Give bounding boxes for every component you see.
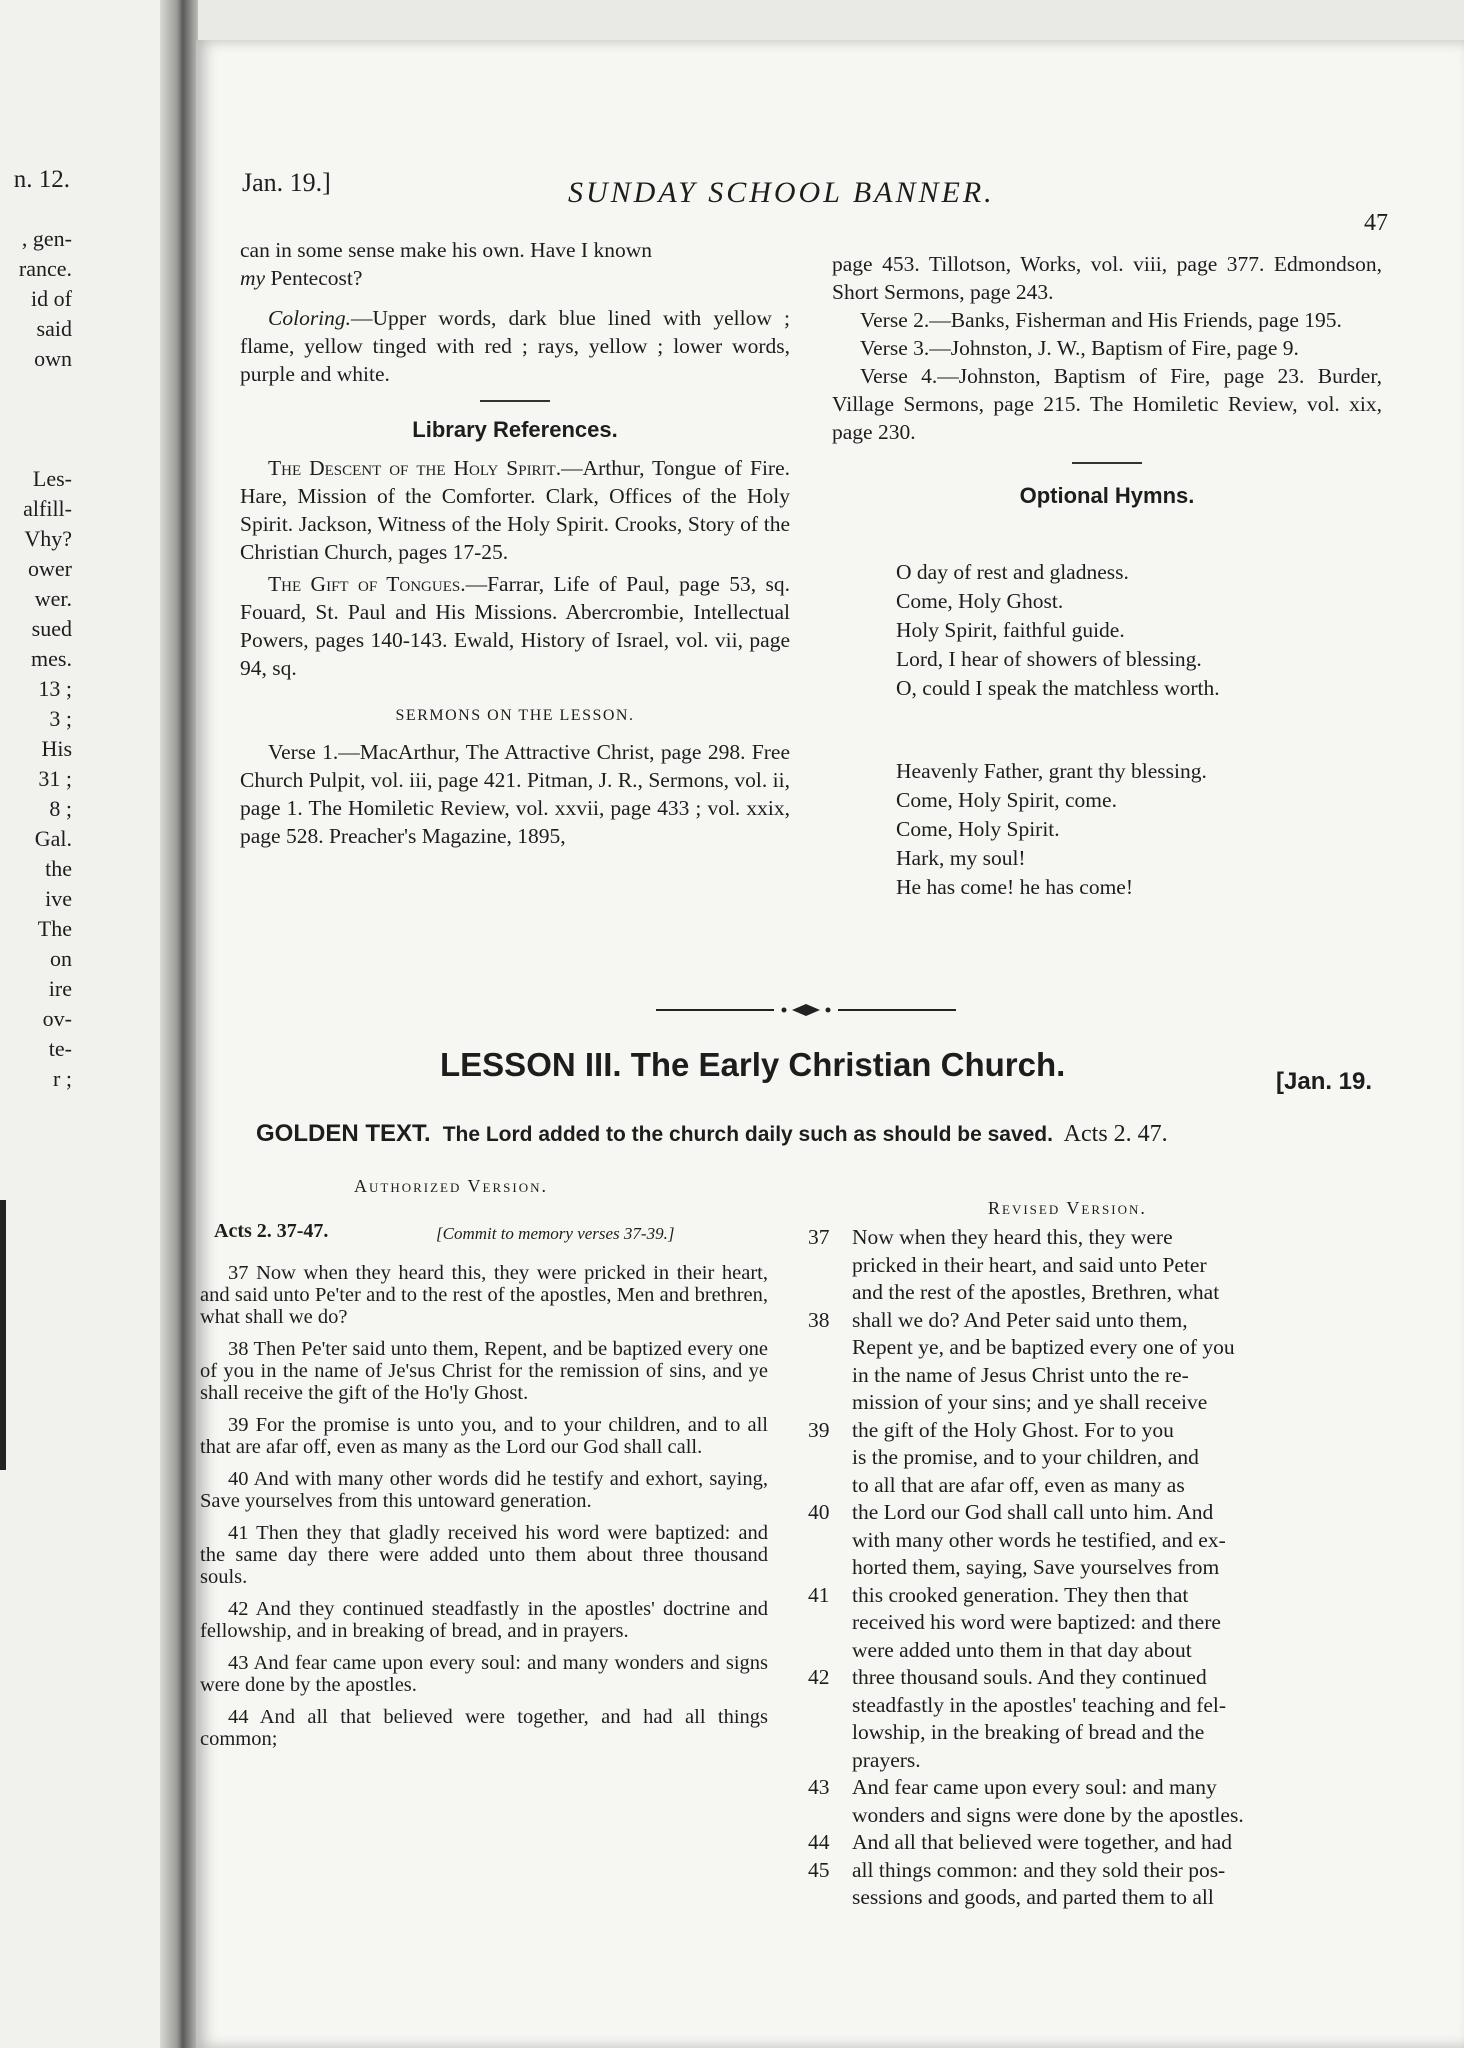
verse-number: 42 (808, 1665, 830, 1689)
revised-line (808, 1444, 1404, 1472)
paragraph: Verse 3.—Johnston, J. W., Baptism of Fire, page 9. (860, 336, 1299, 360)
coloring-paragraph: Coloring.—Upper words, dark blue lined with yellow ; flame, yellow tinged with red ; rays, yellow ; lower words, purple and white. (240, 306, 790, 386)
hymn-title: Come, Holy Spirit. (896, 817, 1060, 841)
revised-line (808, 1802, 1404, 1830)
revised-line (808, 1499, 1404, 1527)
page-number: 47 (1364, 210, 1388, 236)
paragraph: Verse 2.—Banks, Fisherman and His Friends, page 195. (860, 308, 1342, 332)
revised-line-text: all things common: and they sold their pos- (852, 1857, 1226, 1882)
revised-line-text: this crooked generation. They then that (852, 1582, 1189, 1607)
right-column (832, 250, 1382, 902)
paragraph: page 453. Tillotson, Works, vol. viii, page 377. Edmondson, Short Sermons, page 243. (832, 252, 1382, 304)
hymn-title: Come, Holy Spirit, come. (896, 788, 1117, 812)
verse-number: 44 (808, 1830, 830, 1854)
lesson-date: [Jan. 19. (1276, 1068, 1373, 1095)
revised-line-text: Repent ye, and be baptized every one of you (852, 1335, 1235, 1359)
paragraph: can in some sense make his own. Have I known my Pentecost? (240, 238, 652, 290)
passage-reference: Acts 2. 37-47. (214, 1220, 329, 1242)
paragraph: Verse 4.—Johnston, Baptism of Fire, page 23. Burder, Village Sermons, page 215. The Homiletic Review, vol. xix, page 230. (832, 364, 1382, 444)
left-page-fragment: alfill- (23, 496, 72, 521)
revised-line (808, 1609, 1404, 1637)
verse-number: 38 (808, 1307, 830, 1332)
verse-number: 43 (808, 1775, 830, 1799)
revised-line (808, 1719, 1404, 1747)
revised-line-text: received his word were baptized: and there (852, 1610, 1221, 1634)
revised-line-text: lowship, in the breaking of bread and the (852, 1720, 1205, 1744)
revised-line (808, 1829, 1404, 1857)
left-page-fragment: own (34, 346, 72, 371)
divider (480, 400, 550, 402)
header-title: SUNDAY SCHOOL BANNER. (568, 176, 995, 209)
revised-line (808, 1637, 1404, 1665)
revised-line (808, 1417, 1404, 1445)
reference: The Descent of the Holy Spirit.—Arthur, Tongue of Fire. Hare, Mission of the Comforter. Clark, Offices of the Holy Spirit. Jackson, Witness of the Holy Spirit. Crooks, Story of the Christian Church, pages 17-25. (240, 456, 791, 564)
authorized-version-title: Authorized Version. (354, 1176, 548, 1196)
revised-line-text: And all that believed were together, and had (852, 1830, 1233, 1854)
left-page-fragment: ov- (42, 1006, 72, 1031)
left-page-fragment: 3 ; (49, 706, 72, 731)
verse-number: 41 (808, 1582, 830, 1607)
revised-line (808, 1857, 1404, 1885)
left-page-fragment: His (41, 736, 72, 761)
revised-line (808, 1554, 1404, 1582)
hymn-title: He has come! he has come! (896, 875, 1133, 899)
revised-line-text: three thousand souls. And they continued (852, 1665, 1207, 1689)
revised-line (808, 1884, 1404, 1912)
revised-line (808, 1224, 1404, 1252)
golden-text-verse: The Lord added to the church daily such as should be saved. (442, 1123, 1053, 1146)
left-page-fragment: 8 ; (49, 796, 72, 821)
hymn-title: Lord, I hear of showers of blessing. (896, 647, 1202, 671)
verse-number: 40 (808, 1500, 830, 1524)
verse-number: 37 (808, 1225, 830, 1249)
authorized-verse: 42 And they continued steadfastly in the apostles' doctrine and fellowship, and in breaking of bread, and in prayers. (200, 1598, 768, 1642)
golden-text-label: GOLDEN TEXT. (256, 1120, 431, 1147)
reference: The Gift of Tongues.—Farrar, Life of Paul, page 53, sq. Fouard, St. Paul and His Missions. Abercrombie, Intellectual Powers, pages 140-143. Ewald, History of Israel, vol. vii, page 94, sq. (240, 572, 790, 680)
revised-line (808, 1664, 1404, 1692)
left-page-fragment: The (37, 916, 72, 941)
left-page-strip (0, 0, 178, 2048)
revised-line-text: And fear came upon every soul: and many (852, 1775, 1217, 1799)
revised-line-text: to all that are afar off, even as many as (852, 1472, 1185, 1497)
left-page-fragment: said (36, 316, 72, 341)
authorized-verse: 38 Then Pe'ter said unto them, Repent, and be baptized every one of you in the name of Je'sus Christ for the remission of sins, and ye shall receive the gift of the Ho'ly Ghost. (200, 1338, 768, 1404)
revised-line-text: Now when they heard this, they were (852, 1225, 1173, 1249)
left-page-fragment: Vhy? (24, 526, 72, 551)
left-page-fragment: on (50, 946, 72, 971)
golden-text (256, 1120, 1168, 1148)
optional-hymns-heading: Optional Hymns. (1019, 483, 1195, 508)
authorized-verse: 41 Then they that gladly received his word were baptized: and the same day there were added unto them about three thousand souls. (200, 1522, 768, 1588)
revised-line (808, 1692, 1404, 1720)
revised-line-text: were added unto them in that day about (852, 1637, 1192, 1662)
divider (1072, 462, 1142, 464)
left-page-fragment: rance. (18, 256, 72, 281)
revised-line (808, 1307, 1404, 1335)
revised-line (808, 1527, 1404, 1555)
left-page-fragment: ire (48, 976, 72, 1001)
page (196, 40, 1464, 2048)
authorized-verse: 39 For the promise is unto you, and to your children, and to all that are afar off, even as many as the Lord our God shall call. (200, 1414, 768, 1458)
left-column (240, 236, 790, 850)
left-page-fragment: r ; (53, 1066, 72, 1091)
hymn-list (896, 558, 1382, 703)
sermons-heading: SERMONS ON THE LESSON. (395, 707, 635, 724)
revised-line (808, 1252, 1404, 1280)
left-page-fragment: ive (45, 886, 72, 911)
hymn-list (896, 757, 1382, 902)
library-references-heading: Library References. (412, 417, 618, 442)
memory-note: [Commit to memory verses 37-39.] (436, 1224, 675, 1243)
verse-number: 39 (808, 1417, 830, 1442)
revised-line-text: sessions and goods, and parted them to all (852, 1885, 1214, 1909)
revised-line-text: shall we do? And Peter said unto them, (852, 1307, 1188, 1332)
left-page-fragment: , gen- (21, 226, 72, 251)
revised-version-title: Revised Version. (988, 1198, 1147, 1218)
revised-line-text: pricked in their heart, and said unto Peter (852, 1252, 1207, 1277)
revised-line-text: the gift of the Holy Ghost. For to you (852, 1417, 1174, 1442)
hymn-title: O, could I speak the matchless worth. (896, 676, 1220, 700)
authorized-version-text (200, 1262, 768, 1760)
revised-line-text: mission of your sins; and ye shall receive (852, 1390, 1208, 1414)
verse-number: 45 (808, 1857, 830, 1882)
revised-line-text: the Lord our God shall call unto him. And (852, 1500, 1214, 1524)
left-page-fragment: mes. (31, 646, 72, 671)
book-gutter (160, 0, 198, 2048)
revised-line-text: with many other words he testified, and ex- (852, 1527, 1226, 1552)
left-page-fragment: 13 ; (38, 676, 72, 701)
revised-line (808, 1389, 1404, 1417)
revised-line-text: wonders and signs were done by the apostles. (852, 1802, 1244, 1827)
left-page-fragment: sued (31, 616, 72, 641)
revised-line (808, 1747, 1404, 1775)
hymn-title: Holy Spirit, faithful guide. (896, 618, 1125, 642)
left-page-fragment: id of (31, 286, 72, 311)
revised-line (808, 1279, 1404, 1307)
revised-line-text: horted them, saying, Save yourselves from (852, 1555, 1220, 1579)
golden-text-ref: Acts 2. 47. (1063, 1121, 1168, 1147)
revised-line-text: prayers. (852, 1747, 921, 1772)
revised-version-text (808, 1224, 1404, 1912)
authorized-verse: 40 And with many other words did he testify and exhort, saying, Save yourselves from this untoward generation. (200, 1468, 768, 1512)
revised-line (808, 1472, 1404, 1500)
left-page-fragment: wer. (34, 586, 72, 611)
authorized-verse: 37 Now when they heard this, they were pricked in their heart, and said unto Pe'ter and to the rest of the apostles, Men and brethren, what shall we do? (200, 1262, 768, 1328)
left-page-fragment: te- (48, 1036, 72, 1061)
sermons-paragraph: Verse 1.—MacArthur, The Attractive Christ, page 298. Free Church Pulpit, vol. iii, page 421. Pitman, J. R., Sermons, vol. ii, page 1. The Homiletic Review, vol. xxvii, page 433 ; vol. xxix, page 528. Preacher's Magazine, 1895, (240, 740, 790, 848)
left-page-fragment: ower (28, 556, 72, 581)
lesson-title: LESSON III. The Early Christian Church. (440, 1046, 1066, 1083)
revised-line-text: steadfastly in the apostles' teaching and fel- (852, 1692, 1227, 1717)
revised-line (808, 1774, 1404, 1802)
hymn-title: O day of rest and gladness. (896, 560, 1129, 584)
header-date: Jan. 19.] (242, 168, 331, 197)
left-page-number: n. 12. (13, 166, 70, 193)
revised-line (808, 1362, 1404, 1390)
revised-line-text: is the promise, and to your children, and (852, 1445, 1199, 1469)
left-page-fragment: the (45, 856, 72, 881)
left-page-fragment: Gal. (34, 826, 72, 851)
revised-line (808, 1582, 1404, 1610)
hymn-title: Hark, my soul! (896, 846, 1026, 870)
hymn-title: Heavenly Father, grant thy blessing. (896, 759, 1207, 783)
ornament-divider (656, 1001, 956, 1019)
authorized-verse: 43 And fear came upon every soul: and many wonders and signs were done by the apostles. (200, 1652, 768, 1696)
left-page-fragment: 31 ; (38, 766, 72, 791)
revised-line (808, 1334, 1404, 1362)
revised-line-text: in the name of Jesus Christ unto the re- (852, 1362, 1189, 1387)
left-page-fragment: Les- (32, 466, 72, 491)
left-page-edge (0, 1200, 6, 1470)
revised-line-text: and the rest of the apostles, Brethren, what (852, 1280, 1220, 1304)
hymn-title: Come, Holy Ghost. (896, 589, 1064, 613)
authorized-verse: 44 And all that believed were together, and had all things common; (200, 1706, 768, 1750)
